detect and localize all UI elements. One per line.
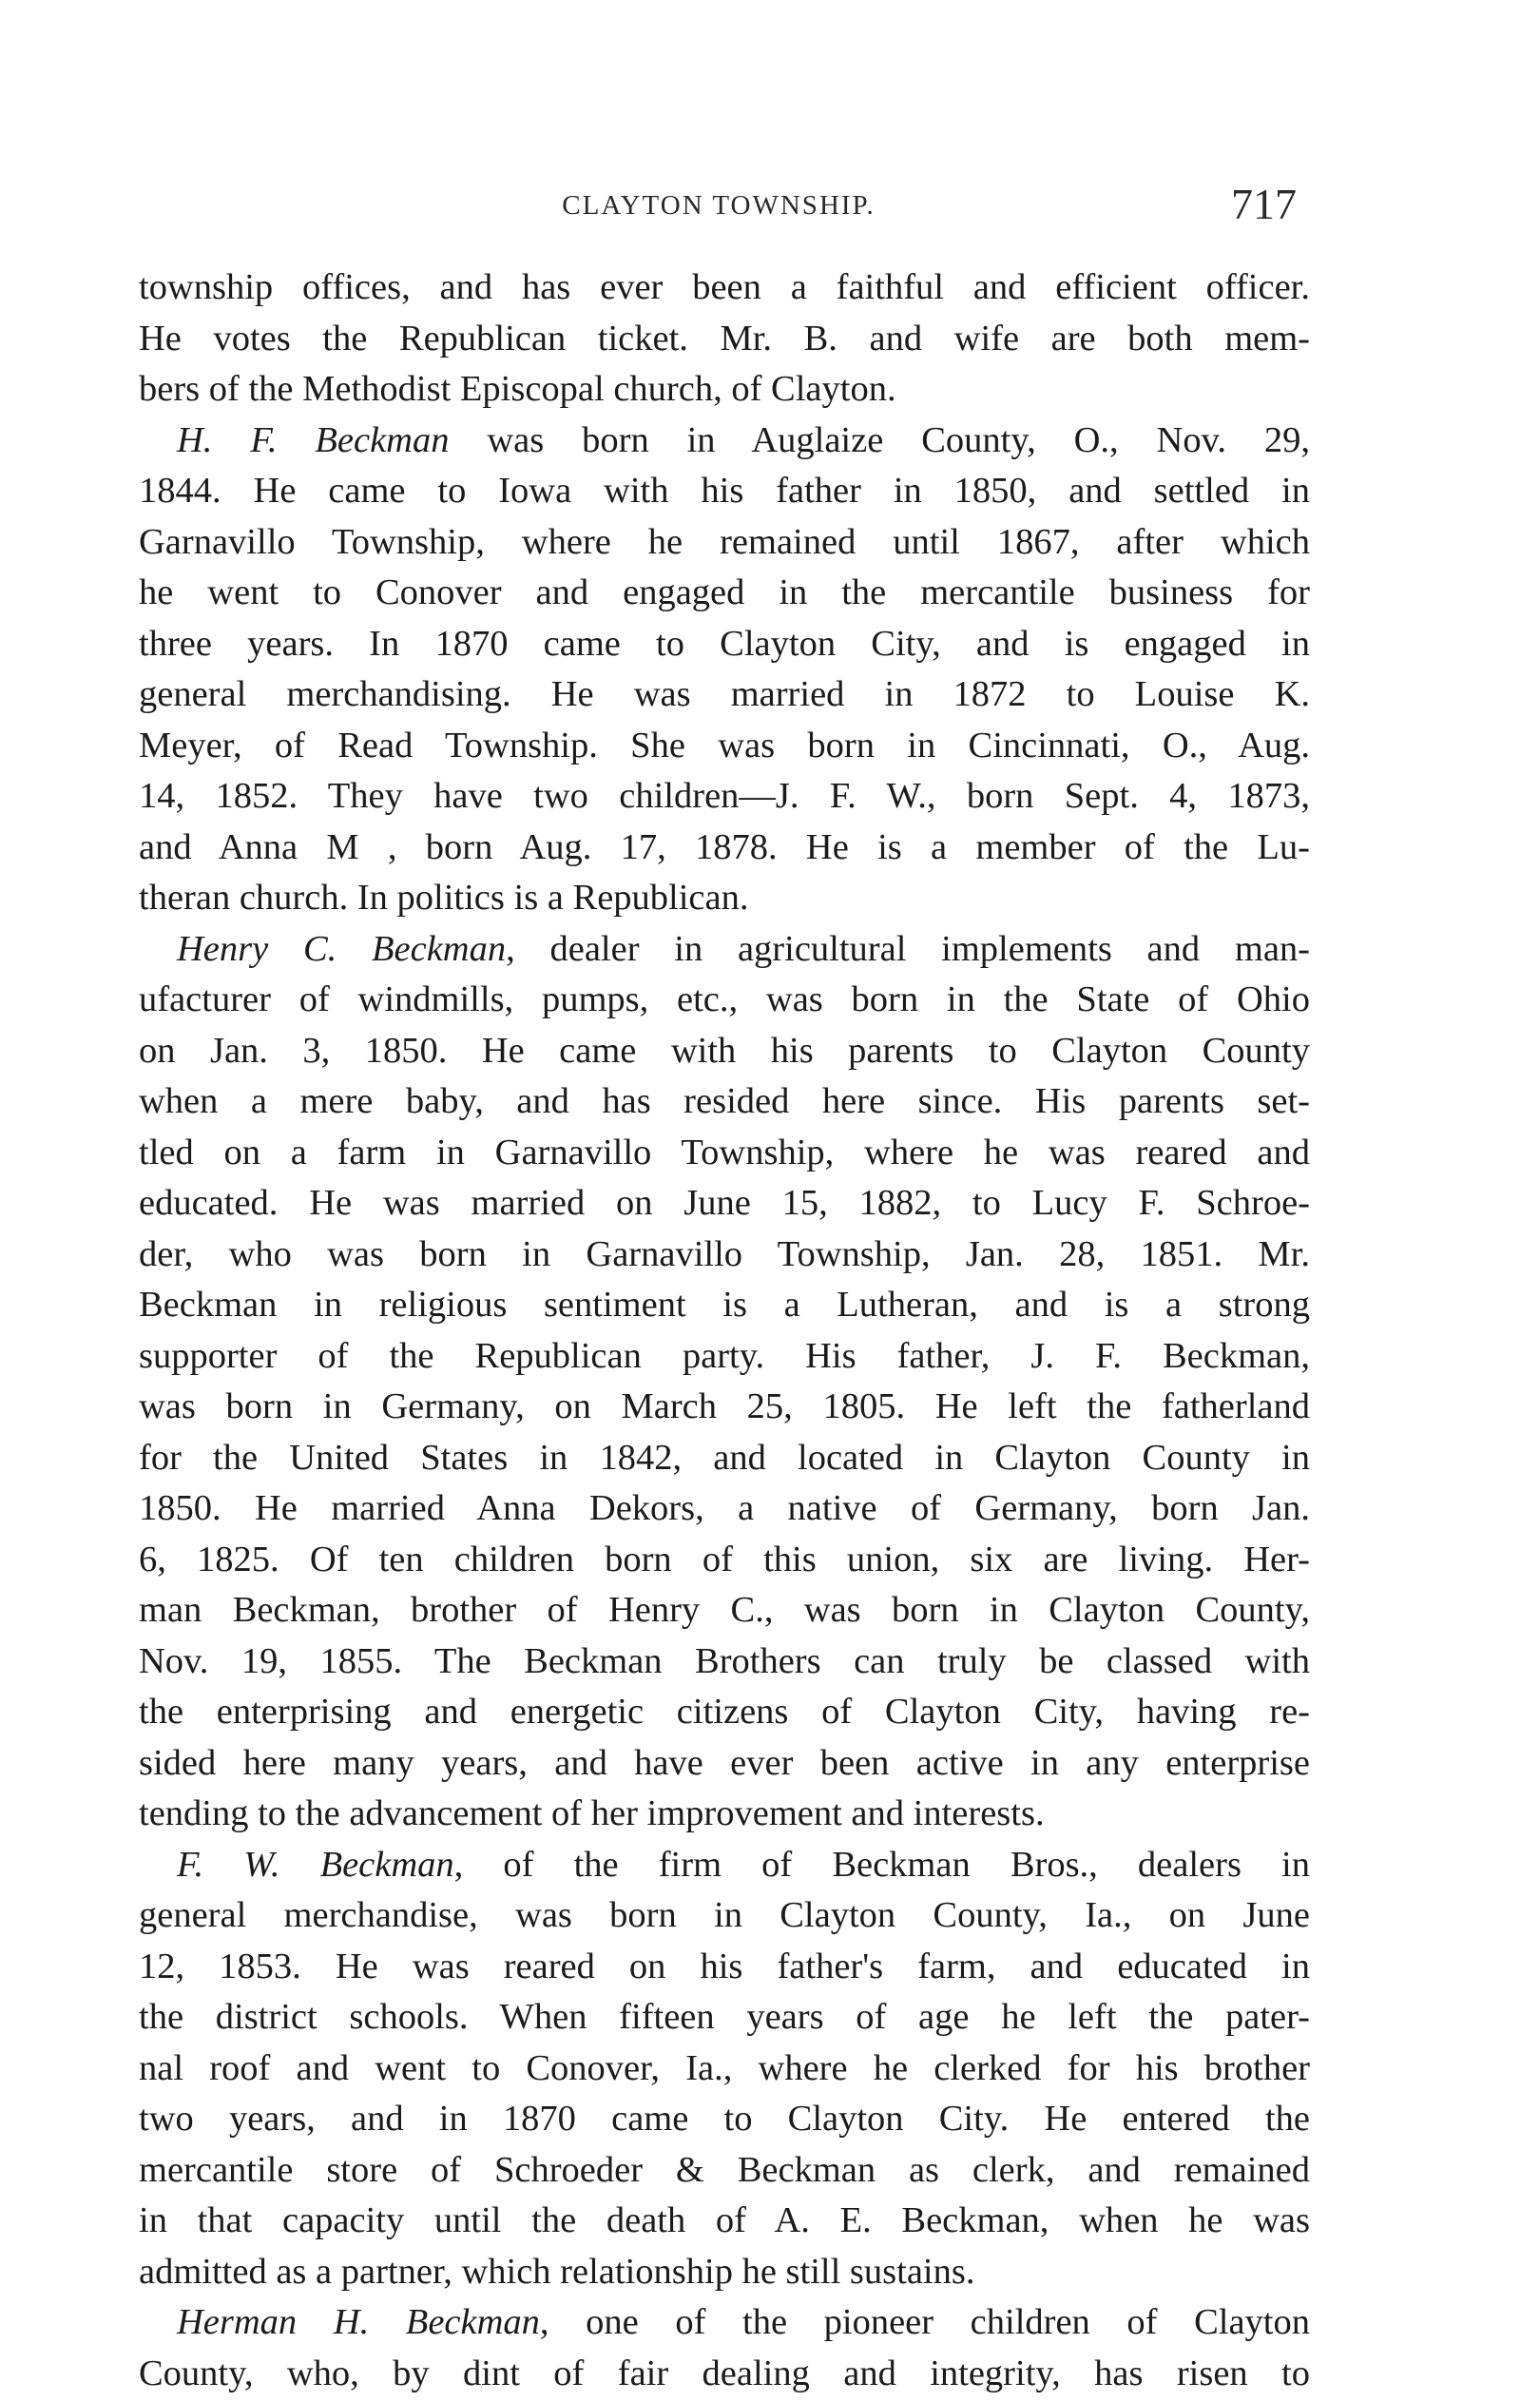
text-line: township offices, and has ever been a faithful and efficient officer.: [139, 267, 1310, 307]
text-line: Beckman in religious sentiment is a Lutheran, and is a strong: [139, 1285, 1310, 1325]
text-line: 12, 1853. He was reared on his father's farm, and educated in: [139, 1946, 1310, 1986]
text-line: two years, and in 1870 came to Clayton City. He entered the: [139, 2099, 1310, 2139]
text-line: Meyer, of Read Township. She was born in Cincinnati, O., Aug.: [139, 725, 1310, 765]
person-name: Herman H. Beckman: [177, 2302, 540, 2342]
text-line: 1850. He married Anna Dekors, a native of Germany, born Jan.: [139, 1488, 1310, 1528]
text-line: tled on a farm in Garnavillo Township, where he was reared and: [139, 1132, 1310, 1172]
text-line: was born in Germany, on March 25, 1805. He left the fatherland: [139, 1386, 1310, 1426]
line-text: , of the firm of Beckman Bros., dealers in: [453, 1844, 1310, 1885]
text-line: 6, 1825. Of ten children born of this union, six are living. Her-: [139, 1539, 1310, 1579]
text-line: and Anna M , born Aug. 17, 1878. He is a member of the Lu-: [139, 826, 1310, 867]
running-title: CLAYTON TOWNSHIP.: [562, 190, 876, 221]
paragraph-start-line: [139, 924, 1310, 976]
text-line: Garnavillo Township, where he remained until 1867, after which: [139, 521, 1310, 562]
text-line: ufacturer of windmills, pumps, etc., was born in the State of Ohio: [139, 979, 1310, 1019]
text-line: theran church. In politics is a Republican.: [139, 878, 749, 918]
paragraph-start-line: [139, 1840, 1310, 1891]
line-text: , dealer in agricultural implements and man-: [506, 928, 1310, 969]
text-line: tending to the advancement of her improvement and interests.: [139, 1793, 1045, 1833]
text-line: Nov. 19, 1855. The Beckman Brothers can truly be classed with: [139, 1640, 1310, 1681]
text-line: supporter of the Republican party. His father, J. F. Beckman,: [139, 1335, 1310, 1376]
page-number: 717: [1231, 180, 1297, 228]
person-name: H. F. Beckman: [177, 419, 450, 460]
text-line: three years. In 1870 came to Clayton City, and is engaged in: [139, 623, 1310, 664]
line-text: was born in Auglaize County, O., Nov. 29,: [449, 419, 1310, 460]
text-line: mercantile store of Schroeder & Beckman as clerk, and remained: [139, 2149, 1310, 2190]
text-line: when a mere baby, and has resided here since. His parents set-: [139, 1081, 1310, 1121]
text-line: general merchandising. He was married in 1872 to Louise K.: [139, 674, 1310, 714]
text-line: on Jan. 3, 1850. He came with his parents to Clayton County: [139, 1030, 1310, 1071]
person-name: Henry C. Beckman: [177, 928, 507, 969]
text-line: 14, 1852. They have two children—J. F. W., born Sept. 4, 1873,: [139, 776, 1310, 816]
text-line: for the United States in 1842, and located in Clayton County in: [139, 1437, 1310, 1478]
text-line: bers of the Methodist Episcopal church, of Clayton.: [139, 369, 896, 409]
text-line: sided here many years, and have ever been active in any enterprise: [139, 1742, 1310, 1783]
text-line: He votes the Republican ticket. Mr. B. and wife are both mem-: [139, 318, 1310, 358]
text-line: County, who, by dint of fair dealing and integrity, has risen to: [139, 2353, 1310, 2393]
text-line: the district schools. When fifteen years of age he left the pater-: [139, 1997, 1310, 2037]
text-line: 1844. He came to Iowa with his father in 1850, and settled in: [139, 471, 1310, 511]
text-line: in that capacity until the death of A. E. Beckman, when he was: [139, 2200, 1310, 2240]
text-line: educated. He was married on June 15, 1882, to Lucy F. Schroe-: [139, 1183, 1310, 1223]
text-line: nal roof and went to Conover, Ia., where he clerked for his brother: [139, 2047, 1310, 2088]
line-text: , one of the pioneer children of Clayton: [539, 2302, 1310, 2342]
running-header: [141, 179, 1297, 236]
text-line: man Beckman, brother of Henry C., was born in Clayton County,: [139, 1590, 1310, 1630]
person-name: F. W. Beckman: [177, 1844, 454, 1885]
body-text: [139, 262, 1310, 2399]
paragraph-start-line: [139, 416, 1310, 467]
paragraph-start-line: [139, 2297, 1310, 2349]
text-line: admitted as a partner, which relationship he still sustains.: [139, 2251, 975, 2292]
text-line: general merchandise, was born in Clayton County, Ia., on June: [139, 1895, 1310, 1935]
text-line: the enterprising and energetic citizens of Clayton City, having re-: [139, 1692, 1310, 1732]
text-line: he went to Conover and engaged in the mercantile business for: [139, 572, 1310, 612]
text-line: der, who was born in Garnavillo Township, Jan. 28, 1851. Mr.: [139, 1233, 1310, 1274]
